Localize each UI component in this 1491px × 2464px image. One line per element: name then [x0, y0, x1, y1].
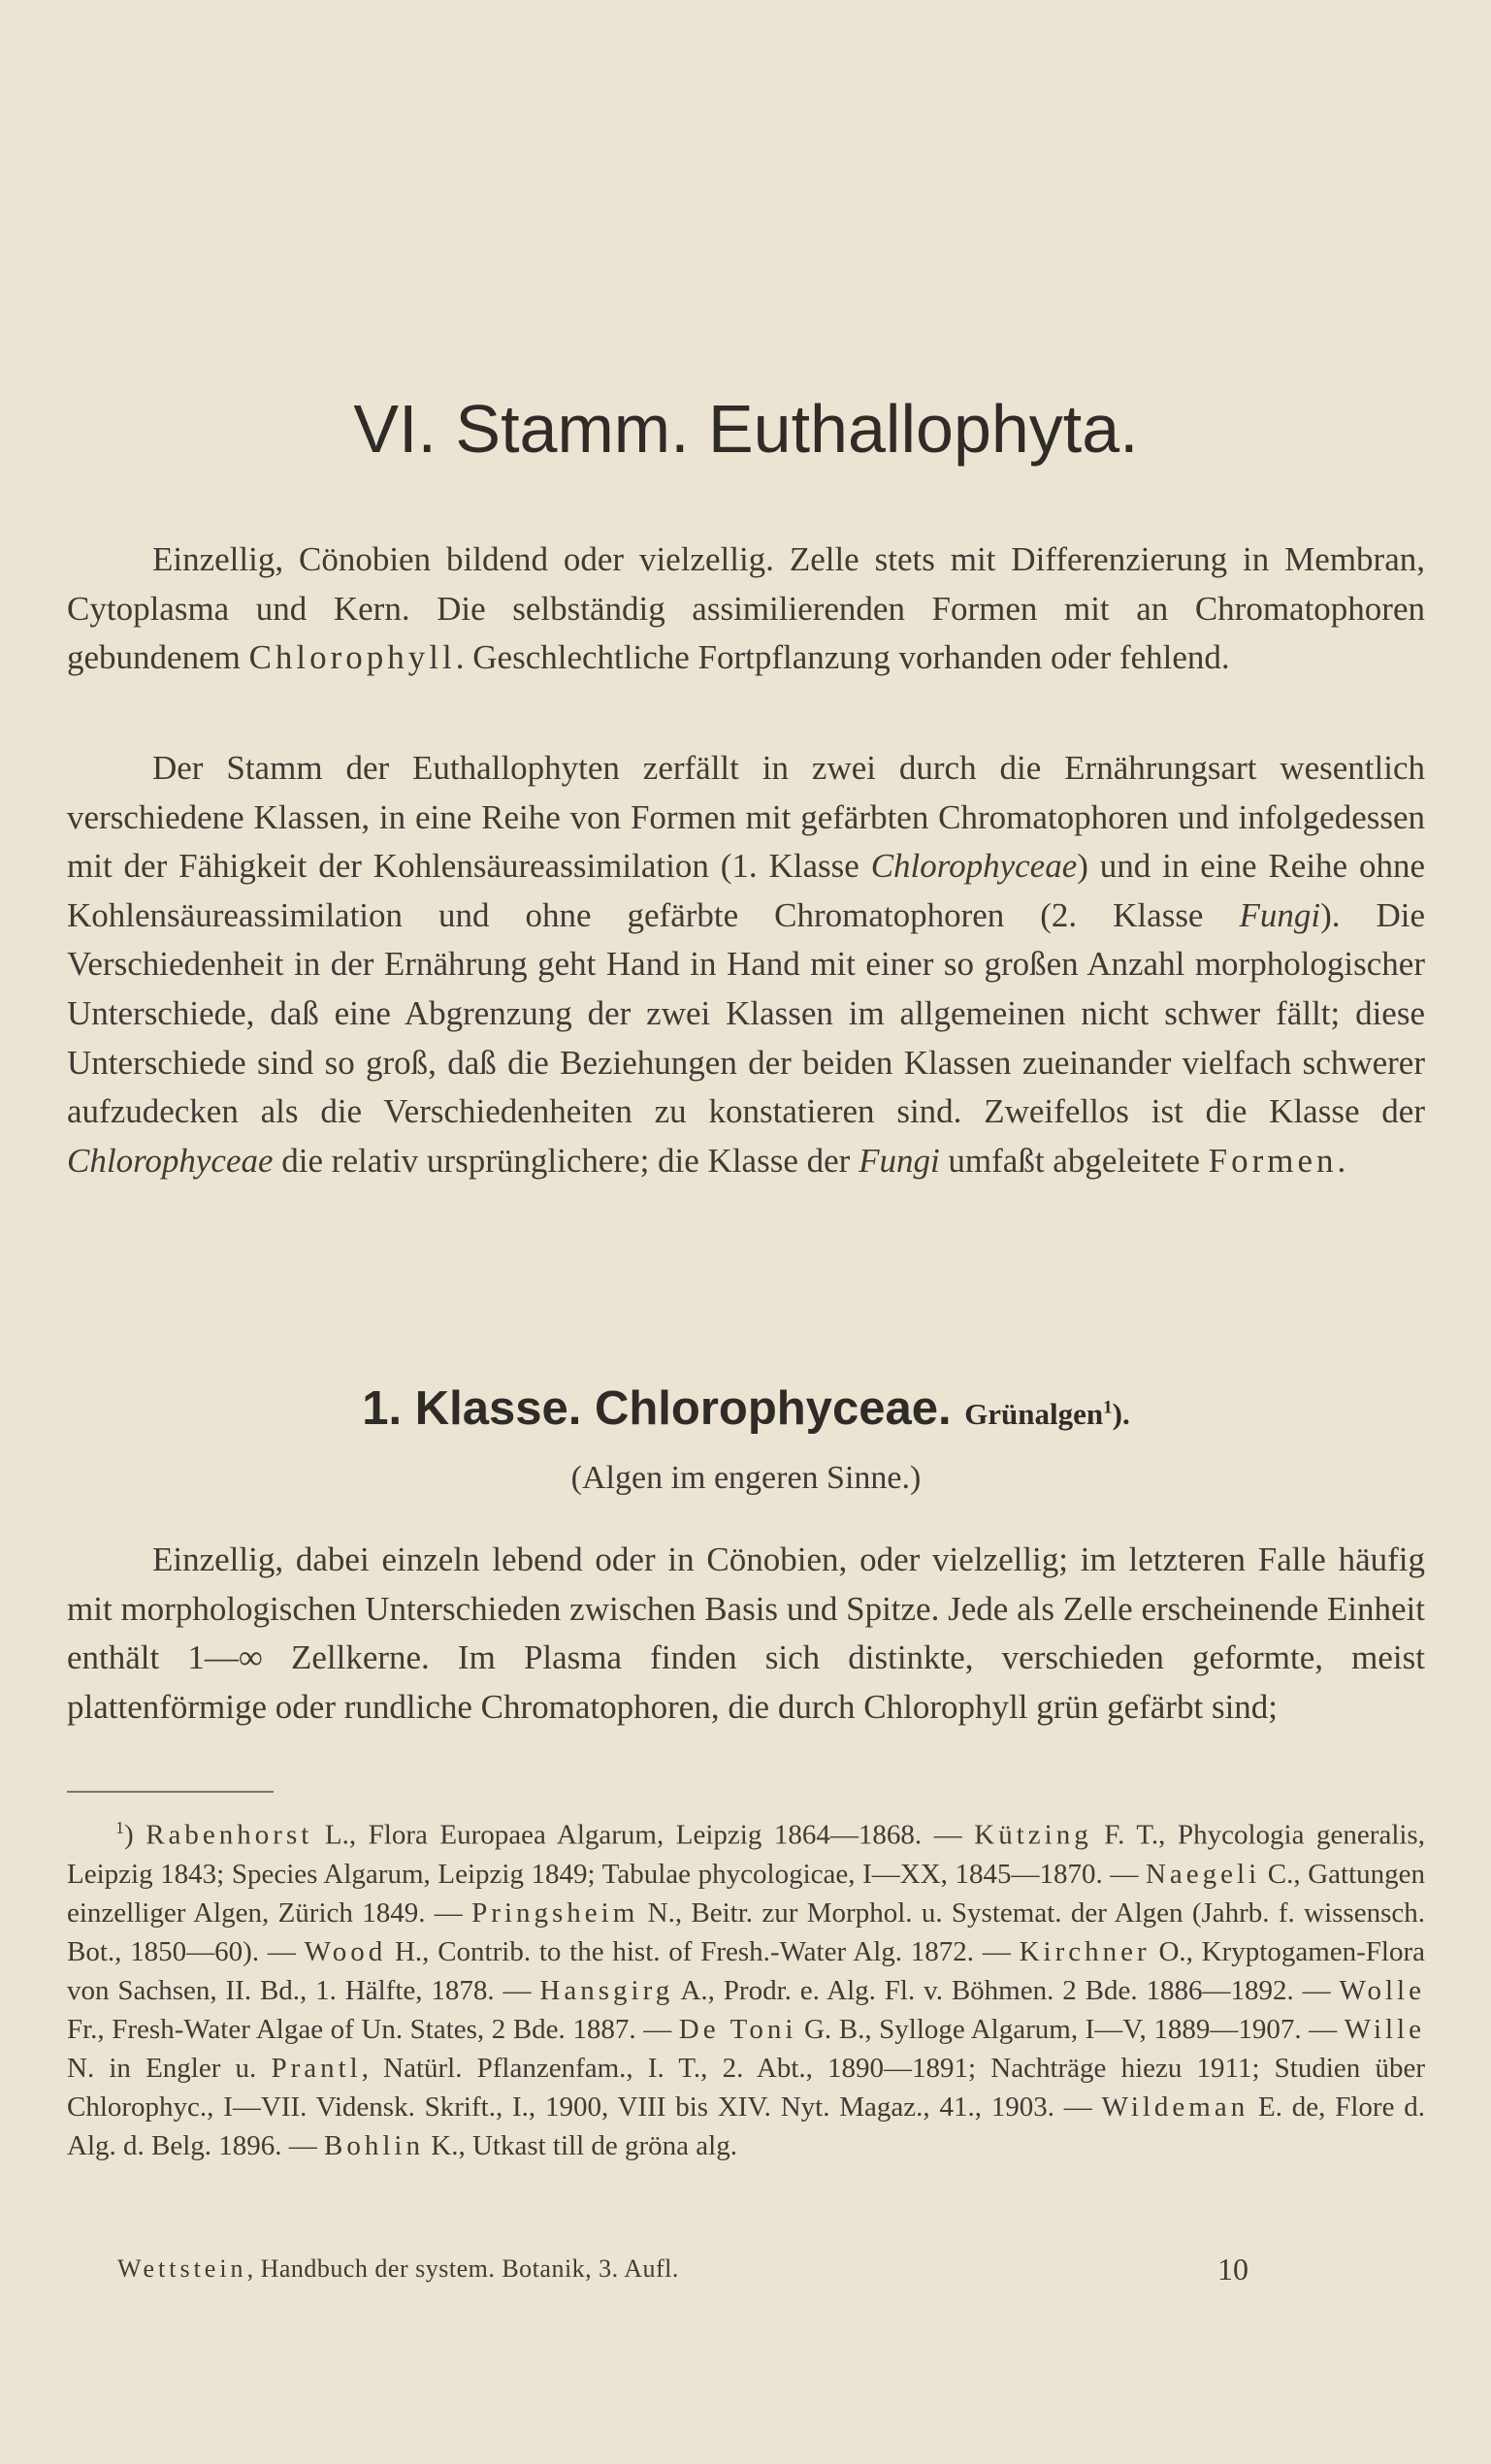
taxon-name: Chlorophyceae — [67, 1141, 274, 1180]
klasse-heading: 1. Klasse. Chlorophyceae. Grünalgen$^1$). — [362, 1382, 1130, 1435]
footnote-ref: 1 — [1103, 1397, 1113, 1418]
footer-author: Wettstein — [117, 2254, 247, 2283]
cited-author: Wood — [304, 1935, 387, 1967]
cited-author: Bohlin — [324, 2130, 424, 2162]
klasse-subtitle: (Algen im engeren Sinne.) — [570, 1460, 922, 1496]
cited-author: Hansgirg — [539, 1975, 674, 2007]
spaced-term: Chlorophyll — [248, 638, 456, 677]
footnote-divider — [67, 1791, 274, 1793]
taxon-name: Fungi — [1239, 895, 1321, 934]
cited-author: Naegeli — [1145, 1858, 1261, 1890]
cited-author: Kirchner — [1019, 1935, 1151, 1967]
taxon-name: Chlorophyceae — [870, 847, 1078, 886]
cited-author: Pringsheim — [471, 1897, 639, 1929]
cited-author: Wolle — [1339, 1975, 1425, 2007]
stamm-heading: VI. Stamm. Euthallophyta. — [353, 391, 1139, 467]
cited-author: Kützing — [974, 1819, 1092, 1851]
cited-author: Rabenhorst — [146, 1819, 313, 1851]
cited-author: Prantl — [271, 2053, 362, 2085]
taxon-name: Fungi — [859, 1141, 940, 1180]
footer-title: , Handbuch der system. Botanik, 3. Aufl. — [246, 2254, 679, 2283]
klasse-note: Grünalgen$^1$). — [964, 1397, 1130, 1431]
footnote: $^1$) Rabenhorst L., Flora Europaea Algarum, Leipzig 1864—1868. — Kützing F. T., Phycologia generalis, Leipzig 1843; Species Algarum, Leipzig 1849; Tabulae phycologicae, I—XX, 1845—1870. — Naegeli C., Gattungen einzelliger Algen, Zürich 1849. — Pringsheim N., Beitr. zur Morphol. u. Systemat. der Algen (Jahrb. f. wissensch. Bot., 1850—60). — Wood H., Contrib. to the hist. of Fresh.-Water Alg. 1872. — Kirchner O., Kryptogamen-Flora von Sachsen, II. Bd., 1. Hälfte, 1878. — Hansgirg A., Prodr. e. Alg. Fl. v. Böhmen. 2 Bde. 1886—1892. — Wolle Fr., Fresh-Water Algae of Un. States, 2 Bde. 1887. — De Toni G. B., Sylloge Algarum, I—V, 1889—1907. — Wille N. in Engler u. Prantl, Natürl. Pflanzenfam., I. T., 2. Abt., 1890—1891; Nachträge hiezu 1911; Studien über Chlorophyc., I—VII. Vidensk. Skrift., I., 1900, VIII bis XIV. Nyt. Magaz., 41., 1903. — Wildeman E. de, Flore d. Alg. d. Belg. 1896. — Bohlin K., Utkast till de gröna alg. — [67, 1818, 1425, 2162]
cited-author: Wille — [1344, 2014, 1425, 2046]
cited-author: De Toni — [678, 2014, 797, 2046]
running-footer — [117, 2254, 1281, 2284]
page-number: 10 — [1217, 2252, 1248, 2286]
intro-paragraph-1: Einzellig, Cönobien bildend oder vielzellig. Zelle stets mit Differenzierung in Membran, Cytoplasma und Kern. Die selbständig assimilierenden Formen mit an Chromatophoren gebundenem Chlorophyll. Geschlechtliche Fortpflanzung vorhanden oder fehlend. — [67, 540, 1425, 677]
intro-paragraph-2: Der Stamm der Euthallophyten zerfällt in zwei durch die Ernährungsart wesentlich verschiedene Klassen, in eine Reihe von Formen mit gefärbten Chromatophoren und infolgedessen mit der Fähigkeit der Kohlensäureassimilation (1. Klasse Chlorophyceae) und in eine Reihe ohne Kohlensäureassimilation und ohne gefärbte Chromatophoren (2. Klasse Fungi). Die Verschiedenheit in der Ernährung geht Hand in Hand mit einer so großen Anzahl morphologischer Unterschiede, daß eine Abgrenzung der zwei Klassen im allgemeinen nicht schwer fällt; diese Unterschiede sind so groß, daß die Beziehungen der beiden Klassen zueinander vielfach schwerer aufzudecken als die Verschiedenheiten zu konstatieren sind. Zweifellos ist die Klasse der Chlorophyceae die relativ ursprünglichere; die Klasse der Fungi umfaßt abgeleitete Formen. — [67, 749, 1425, 1180]
footnote-marker: 1 — [115, 1818, 124, 1837]
chlorophyceae-paragraph: Einzellig, dabei einzeln lebend oder in Cönobien, oder vielzellig; im letzteren Falle häufig mit morphologischen Unterschieden zwischen Basis und Spitze. Jede als Zelle erscheinende Einheit enthält 1—∞ Zellkerne. Im Plasma finden sich distinkte, verschieden geformte, meist plattenförmige oder rundliche Chromatophoren, die durch Chlorophyll grün gefärbt sind; — [67, 1540, 1425, 1726]
cited-author: Wildeman — [1101, 2091, 1249, 2124]
